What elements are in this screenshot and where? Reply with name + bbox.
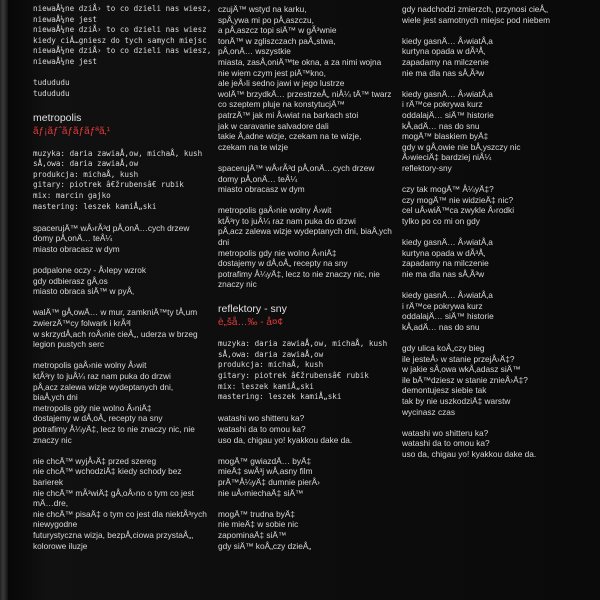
lyrics-stanza: mogÄ™ trudna byÄ‡ nie mieÄ‡ w sobie nic zapominaÄ‡ siÄ™ gdy siÄ™ koÅ„czy dzieÅ„: [218, 508, 312, 551]
lyrics-stanza: czujÄ™ wstyd na karku, spÅ‚ywa mi po pÅ‚aszczu, a pÅ‚aszcz topi siÄ™ w gÃ³wnie tonÄ™ w zgliszczach paÅ„stwa, pÅ‚onÄ… wszystkie miasta, zasÅ‚oniÄ™te okna, a za nimi wojna nie wiem czym jest piÄ™kno, ale jeÅ›li sedno jawi w jego lustrze wolÄ™ brzydkÄ… przestrzeÅ„ niÅ¼ tÄ™ twarz co szeptem pluje na konstytucjÄ™ patrzÄ™ jak mi Å›wiat na barkach stoi jak w caravanie salvadore dali takie Å‚adne wizje, czekam na te wizje, czekam na te wizje: [218, 4, 392, 152]
lyrics-stanza: spacerujÄ™ wÅ›rÃ³d pÅ‚onÄ…cych drzew domy pÅ‚onÄ… teÅ¼ miasto obracasz w dym: [33, 222, 190, 254]
lyrics-stanza: watashi wo shitteru ka? watashi da to omou ka? uso da, chigau yo! kyakkou dake da.: [218, 413, 353, 445]
lyrics-stanza: czy tak mogÄ™ Å¼yÄ‡? czy mogÄ™ nie widzieÄ‡ nic? cel uÅ›wiÄ™ca zwykle Å›rodki tylko po co mi on gdy: [402, 184, 515, 226]
lyrics-column-3: [402, 4, 592, 460]
lyrics-stanza: nie chcÄ™ wyjÅ›Ä‡ przed szereg nie chcÄ™ wchodziÄ‡ kiedy schody bez barierek nie chcÄ™ mÃ³wiÄ‡ gÅ‚oÅ›no o tym co jest mÄ…dre, nie chcÄ™ pisaÄ‡ o tym co jest dla niektÃ³rych niewygodne futurystyczna wizja, bezpÅ‚ciowa przystaÅ„, kolorowe iluzje: [33, 455, 207, 551]
song-credits: muzyka: daria zawiaÅ‚ow, michaÅ‚ kush sÅ‚owa: daria zawiaÅ‚ow produkcja: michaÅ‚ kush gitary: piotrek â€žrubensâ€ rubik mix: marcin gajko mastering: leszek kamiÅ„ski: [33, 148, 203, 211]
lyrics-stanza: gdy ulica koÅ„czy bieg ile jesteÅ› w stanie przejÅ›Ä‡? w jakie sÅ‚owa wkÅ‚adasz siÄ™ ile bÄ™dziesz w stanie znieÅ›Ä‡? demontujesz siebie tak tak by nie uszkodziÄ‡ warstw wycinasz czas: [402, 343, 528, 417]
lyrics-stanza: metropolis gaÅ›nie wolny Å›wit ktÃ³ry to juÅ¼ raz nam puka do drzwi pÅ‚acz zalewa wizje wydeptanych dni, biaÅ‚ych dni metropolis gdy nie wolno Å›niÄ‡ dostajemy w dÅ‚oÅ„ recepty na sny potrafimy Å¼yÄ‡, lecz to nie znaczy nic, nie znaczy nic: [218, 205, 392, 290]
lyrics-column-2: [218, 4, 403, 551]
lyrics-stanza: walÄ™ gÅ‚owÄ… w mur, zamkniÄ™ty tÅ‚um zwierzÄ™cy folwark i krÃ³l w skrzydÅ‚ach roÅ›nie cieÅ„, uderza w brzeg legion pustych serc: [33, 307, 198, 350]
lyrics-stanza: kiedy gasnÄ… Å›wiatÅ‚a i rÄ™ce pokrywa kurz oddalajÄ… siÄ™ historie kÅ‚adÄ… nas do snu mogÄ™ blaskiem byÄ‡ gdy w gÅ‚owie nie bÅ‚yszczy nic Å›wieciÄ‡ bardziej niÅ¼ reflektory-sny: [402, 88, 521, 173]
lyrics-outro: tudududu tudududu: [33, 78, 70, 98]
lyrics-stanza: spacerujÄ™ wÅ›rÃ³d pÅ‚onÄ…cych drzew domy pÅ‚onÄ… teÅ¼ miasto obracasz w dym: [218, 162, 375, 195]
lyrics-stanza: mogÄ™ gwiazdÄ… byÄ‡ mieÄ‡ swÃ³j wÅ‚asny film prÄ™Å¼yÄ‡ dumnie pierÅ› nie uÅ›miechaÄ‡ siÄ™: [218, 455, 320, 498]
song-title-japanese: ãƒ¡ãƒˆãƒãƒãƒªã‚¹: [33, 125, 111, 137]
lyrics-verse: niewaÅ¼ne dziÅ› to co dzieli nas wiesz, niewaÅ¼ne jest niewaÅ¼ne dziÅ› to co dzieli nas wiesz kiedy ciÄ…gniesz do tych samych miejsc niewaÅ¼ne dziÅ› to co dzieli nas wiesz, niewaÅ¼ne jest: [33, 4, 212, 66]
lyrics-stanza: gdy nadchodzi zmierzch, przynosi cieÅ„ wiele jest samotnych miejsc pod niebem: [402, 4, 551, 25]
song-title: metropolis: [33, 111, 82, 124]
booklet-binding-edge: [0, 0, 8, 600]
lyrics-stanza: kiedy gasnÄ… Å›wiatÅ‚a kurtyna opada w dÃ³Å‚ zapadamy na milczenie nie ma dla nas sÅ‚Ã³w: [402, 237, 493, 279]
lyrics-stanza: podpalone oczy - Å›lepy wzrok gdy odbierasz gÅ‚os miasto obraca siÄ™ w pyÅ‚: [33, 265, 146, 297]
lyrics-stanza: kiedy gasnÄ… Å›wiatÅ‚a kurtyna opada w dÃ³Å‚ zapadamy na milczenie nie ma dla nas sÅ‚Ã³w: [402, 35, 493, 78]
song-title: reflektory - sny: [218, 302, 287, 315]
lyrics-stanza: metropolis gaÅ›nie wolny Å›wit ktÃ³ry to juÅ¼ raz nam puka do drzwi pÅ‚acz zalewa wizje wydeptanych dni, biaÅ‚ych dni metropolis gdy nie wolno Å›niÄ‡ dostajemy w dÅ‚oÅ„ recepty na sny potrafimy Å¼yÄ‡, lecz to nie znaczy nic, nie znaczy nic: [33, 360, 195, 445]
lyrics-column-1: [33, 4, 218, 551]
lyrics-stanza: kiedy gasnÄ… Å›wiatÅ‚a i rÄ™ce pokrywa kurz oddalajÄ… siÄ™ historie kÅ‚adÄ… nas do snu: [402, 290, 494, 332]
song-credits: muzyka: daria zawiaÅ‚ow, michaÅ‚ kush sÅ‚owa: daria zawiaÅ‚ow produkcja: michaÅ‚ kush gitary: piotrek â€žrubensâ€ rubik mix: leszek kamiÅ„ski mastering: leszek kamiÅ„ski: [218, 339, 388, 402]
lyrics-stanza: watashi wo shitteru ka? watashi da to omou ka? uso da, chigau yo! kyakkou dake da.: [402, 427, 537, 459]
song-title-japanese: è„šå…‰ - å¤¢: [218, 316, 284, 328]
